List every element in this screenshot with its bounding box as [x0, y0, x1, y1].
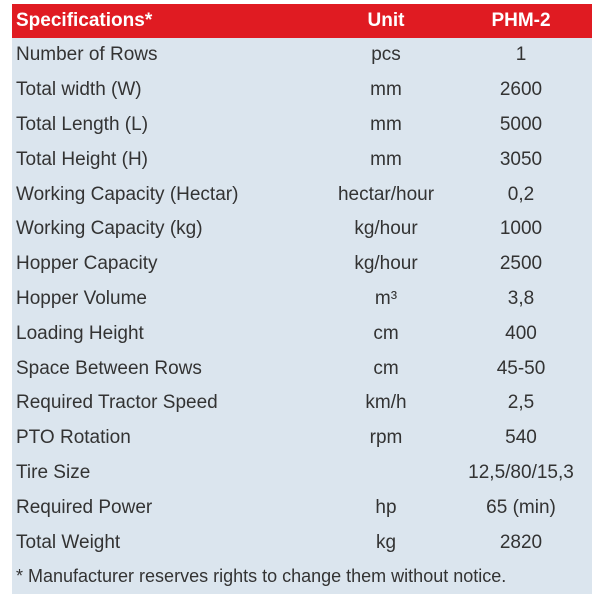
spec-name: Number of Rows	[16, 44, 158, 66]
specifications-table	[12, 4, 592, 560]
table-row	[12, 108, 592, 143]
table-row	[12, 212, 592, 247]
header-model: PHM-2	[450, 4, 592, 38]
spec-value: 12,5/80/15,3	[468, 461, 574, 483]
table-body	[12, 38, 592, 560]
table-row	[12, 421, 592, 456]
spec-unit: km/h	[365, 392, 407, 414]
spec-value: 2,5	[507, 392, 535, 414]
spec-value: 400	[505, 322, 537, 344]
spec-name: Total width (W)	[16, 79, 142, 101]
table-row	[12, 282, 592, 317]
footnote: * Manufacturer reserves rights to change them without notice.	[16, 565, 507, 586]
spec-name: Tire Size	[16, 461, 91, 483]
table-row	[12, 351, 592, 386]
spec-unit: kg	[375, 531, 397, 553]
spec-value: 1000	[499, 218, 543, 240]
spec-value: 65 (min)	[486, 496, 556, 518]
spec-value: 2820	[499, 531, 543, 553]
spec-name: Required Tractor Speed	[16, 392, 218, 414]
spec-value: 540	[505, 427, 537, 449]
table-row	[12, 247, 592, 282]
spec-name: Total Height (H)	[16, 148, 148, 170]
spec-unit: hp	[375, 496, 397, 518]
table-row	[12, 316, 592, 351]
spec-name: Working Capacity (kg)	[16, 218, 203, 240]
spec-unit: mm	[370, 79, 402, 101]
spec-unit: cm	[373, 357, 399, 379]
table-row	[12, 386, 592, 421]
spec-name: Required Power	[16, 496, 153, 518]
spec-value: 2500	[499, 253, 543, 275]
header-row	[12, 4, 592, 38]
spec-value: 1	[515, 44, 527, 66]
table-header	[12, 4, 592, 38]
spec-value: 0,2	[507, 183, 535, 205]
table-row	[12, 142, 592, 177]
spec-table-panel	[12, 4, 592, 594]
spec-value: 3,8	[507, 287, 535, 309]
spec-unit: cm	[373, 322, 399, 344]
table-row	[12, 38, 592, 73]
table-row	[12, 73, 592, 108]
spec-unit: hectar/hour	[337, 183, 435, 205]
spec-value: 45-50	[496, 357, 546, 379]
spec-unit: rpm	[369, 427, 403, 449]
spec-name: Hopper Volume	[16, 287, 147, 309]
spec-name: Total Length (L)	[16, 113, 149, 135]
table-row	[12, 525, 592, 560]
header-unit: Unit	[322, 4, 450, 38]
spec-unit: mm	[370, 148, 402, 170]
spec-unit	[322, 456, 450, 491]
spec-name: Working Capacity (Hectar)	[16, 183, 239, 205]
spec-unit: m³	[374, 287, 398, 309]
spec-value: 3050	[499, 148, 543, 170]
spec-value: 5000	[499, 113, 543, 135]
spec-unit: mm	[370, 113, 402, 135]
spec-name: PTO Rotation	[16, 427, 131, 449]
spec-name: Space Between Rows	[16, 357, 202, 379]
table-row	[12, 177, 592, 212]
spec-name: Hopper Capacity	[16, 253, 158, 275]
spec-unit: kg/hour	[354, 218, 418, 240]
spec-name: Total Weight	[16, 531, 121, 553]
spec-value: 2600	[499, 79, 543, 101]
header-specifications: Specifications*	[12, 4, 322, 38]
table-row	[12, 490, 592, 525]
spec-name: Loading Height	[16, 322, 144, 344]
spec-unit: pcs	[371, 44, 401, 66]
table-row	[12, 456, 592, 491]
spec-unit: kg/hour	[354, 253, 418, 275]
